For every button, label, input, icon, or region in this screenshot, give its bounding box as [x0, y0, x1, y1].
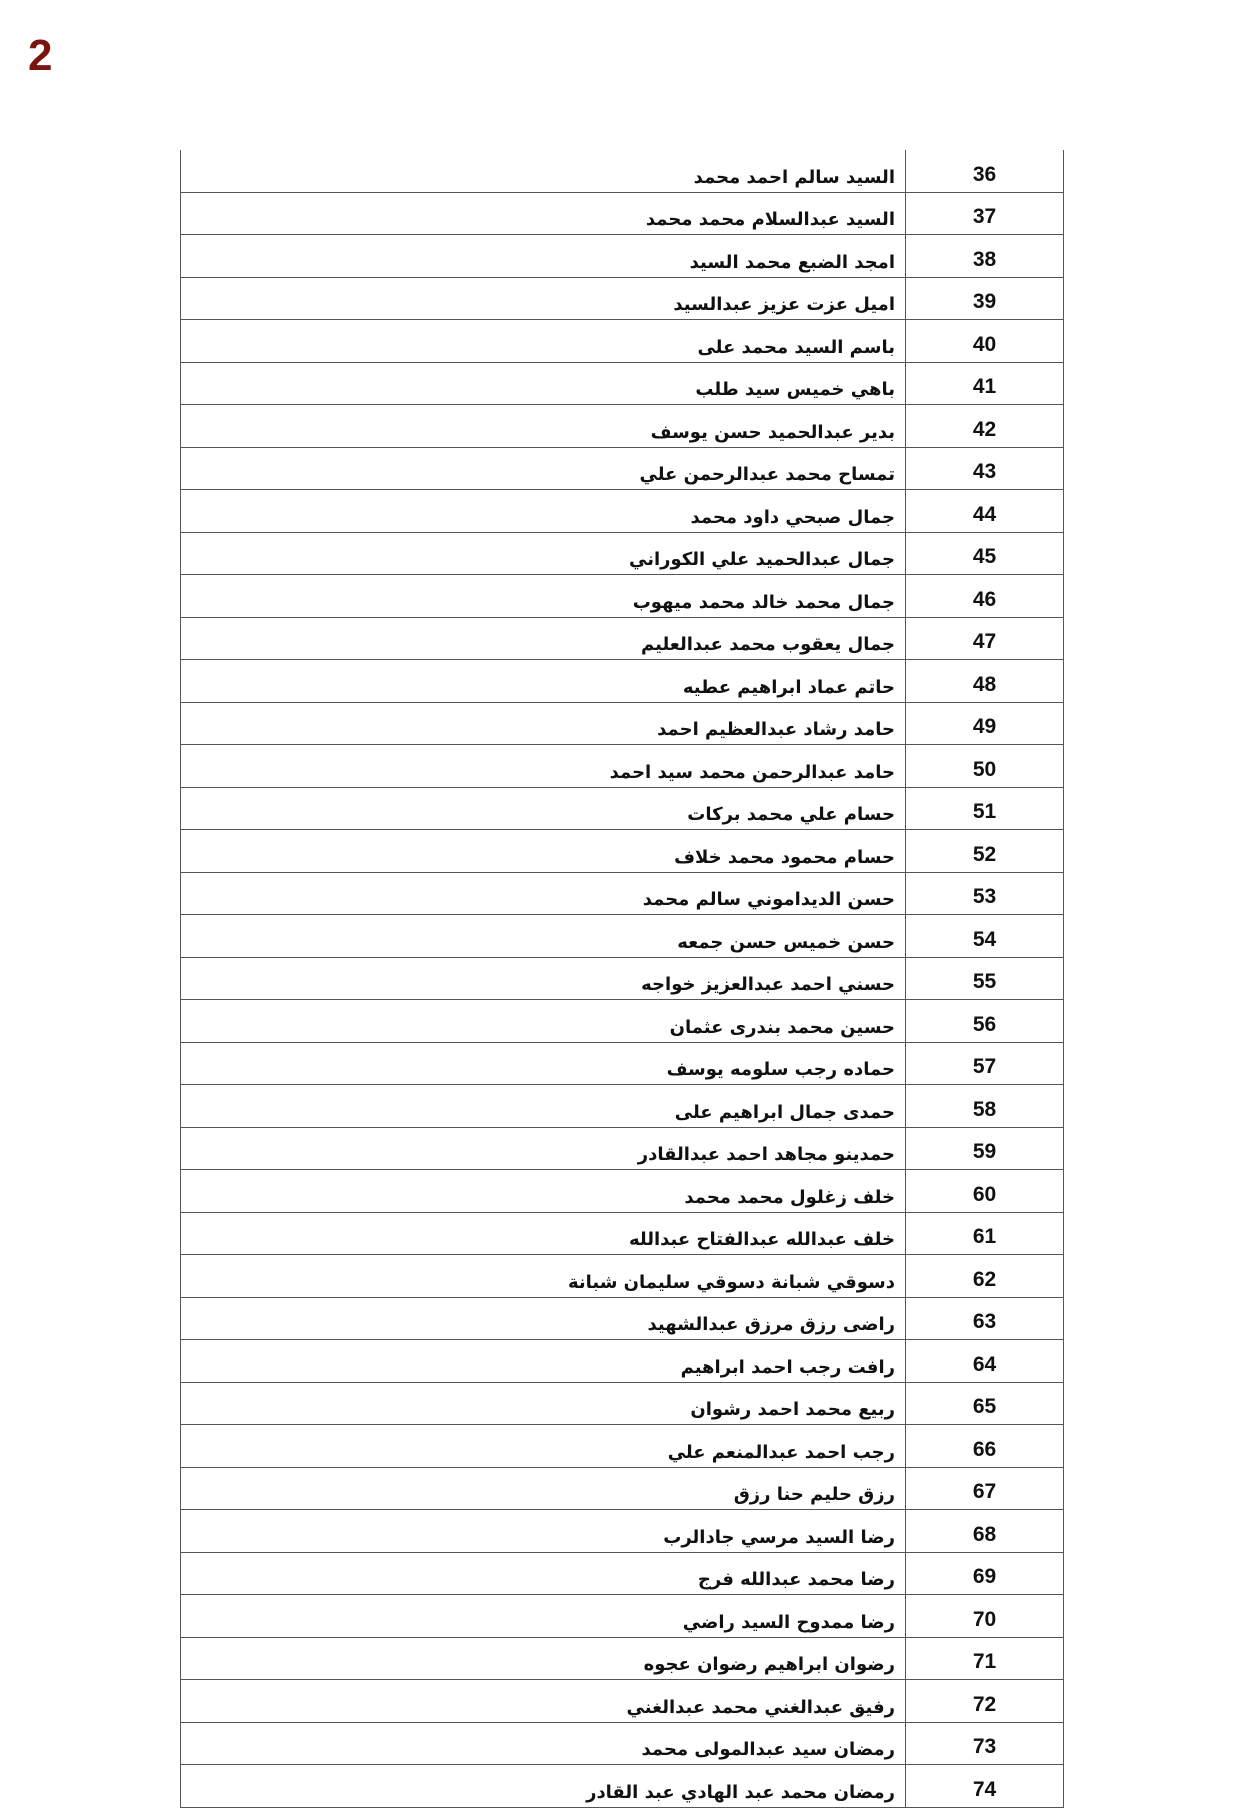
- row-number: 68: [906, 1510, 1064, 1553]
- row-name: جمال عبدالحميد علي الكوراني: [181, 532, 906, 575]
- table-row: [181, 1000, 1064, 1043]
- table-row: [181, 830, 1064, 873]
- row-name: راضى رزق مرزق عبدالشهيد: [181, 1297, 906, 1340]
- table-row: [181, 1595, 1064, 1638]
- row-name: رضا السيد مرسي جادالرب: [181, 1510, 906, 1553]
- row-name: رافت رجب احمد ابراهيم: [181, 1340, 906, 1383]
- row-number: 51: [906, 787, 1064, 830]
- table-row: [181, 1085, 1064, 1128]
- row-name: جمال يعقوب محمد عبدالعليم: [181, 617, 906, 660]
- row-name: حسني احمد عبدالعزيز خواجه: [181, 957, 906, 1000]
- row-number: 36: [906, 150, 1064, 192]
- row-number: 49: [906, 702, 1064, 745]
- table-row: [181, 490, 1064, 533]
- table-row: [181, 957, 1064, 1000]
- row-number: 73: [906, 1722, 1064, 1765]
- table-row: [181, 1170, 1064, 1213]
- row-name: السيد سالم احمد محمد: [181, 150, 906, 192]
- row-name: باسم السيد محمد على: [181, 320, 906, 363]
- table-row: [181, 787, 1064, 830]
- row-number: 74: [906, 1765, 1064, 1808]
- row-number: 39: [906, 277, 1064, 320]
- row-number: 57: [906, 1042, 1064, 1085]
- row-number: 61: [906, 1212, 1064, 1255]
- row-number: 47: [906, 617, 1064, 660]
- row-number: 37: [906, 192, 1064, 235]
- row-number: 38: [906, 235, 1064, 278]
- row-name: رضا ممدوح السيد راضي: [181, 1595, 906, 1638]
- table-row: [181, 1340, 1064, 1383]
- row-name: رضوان ابراهيم رضوان عجوه: [181, 1637, 906, 1680]
- row-name: ربيع محمد احمد رشوان: [181, 1382, 906, 1425]
- names-table: [180, 150, 1064, 1808]
- table-row: [181, 362, 1064, 405]
- row-name: حسن خميس حسن جمعه: [181, 915, 906, 958]
- table-row: [181, 1255, 1064, 1298]
- row-number: 62: [906, 1255, 1064, 1298]
- row-number: 69: [906, 1552, 1064, 1595]
- row-name: حمدينو مجاهد احمد عبدالقادر: [181, 1127, 906, 1170]
- row-name: حامد عبدالرحمن محمد سيد احمد: [181, 745, 906, 788]
- row-number: 72: [906, 1680, 1064, 1723]
- row-number: 40: [906, 320, 1064, 363]
- row-name: حامد رشاد عبدالعظيم احمد: [181, 702, 906, 745]
- row-name: السيد عبدالسلام محمد محمد: [181, 192, 906, 235]
- row-name: حمدى جمال ابراهيم على: [181, 1085, 906, 1128]
- row-name: رجب احمد عبدالمنعم علي: [181, 1425, 906, 1468]
- table-row: [181, 745, 1064, 788]
- table-row: [181, 277, 1064, 320]
- table-row: [181, 192, 1064, 235]
- table-row: [181, 872, 1064, 915]
- table-row: [181, 1212, 1064, 1255]
- table-row: [181, 1552, 1064, 1595]
- table-row: [181, 1680, 1064, 1723]
- table-row: [181, 1722, 1064, 1765]
- row-number: 41: [906, 362, 1064, 405]
- row-number: 71: [906, 1637, 1064, 1680]
- row-name: بدير عبدالحميد حسن يوسف: [181, 405, 906, 448]
- table-row: [181, 1425, 1064, 1468]
- row-name: خلف عبدالله عبدالفتاح عبدالله: [181, 1212, 906, 1255]
- table-row: [181, 617, 1064, 660]
- row-name: رزق حليم حنا رزق: [181, 1467, 906, 1510]
- row-name: رمضان محمد عبد الهادي عبد القادر: [181, 1765, 906, 1808]
- row-number: 54: [906, 915, 1064, 958]
- row-number: 43: [906, 447, 1064, 490]
- table-row: [181, 320, 1064, 363]
- table-row: [181, 702, 1064, 745]
- table-row: [181, 1467, 1064, 1510]
- row-name: جمال محمد خالد محمد ميهوب: [181, 575, 906, 618]
- row-name: حاتم عماد ابراهيم عطيه: [181, 660, 906, 703]
- row-number: 45: [906, 532, 1064, 575]
- table-row: [181, 1765, 1064, 1808]
- row-name: حسين محمد بندرى عثمان: [181, 1000, 906, 1043]
- row-name: رمضان سيد عبدالمولى محمد: [181, 1722, 906, 1765]
- page-number: 2: [28, 31, 53, 80]
- row-name: تمساح محمد عبدالرحمن علي: [181, 447, 906, 490]
- row-name: رضا محمد عبدالله فرج: [181, 1552, 906, 1595]
- table-row: [181, 1297, 1064, 1340]
- table-row: [181, 1510, 1064, 1553]
- row-number: 55: [906, 957, 1064, 1000]
- row-number: 53: [906, 872, 1064, 915]
- names-table-body: [181, 150, 1064, 1807]
- table-row: [181, 915, 1064, 958]
- row-name: جمال صبحي داود محمد: [181, 490, 906, 533]
- table-row: [181, 660, 1064, 703]
- row-number: 52: [906, 830, 1064, 873]
- row-number: 65: [906, 1382, 1064, 1425]
- row-number: 50: [906, 745, 1064, 788]
- row-name: دسوقي شبانة دسوقي سليمان شبانة: [181, 1255, 906, 1298]
- row-number: 44: [906, 490, 1064, 533]
- row-number: 59: [906, 1127, 1064, 1170]
- row-name: باهي خميس سيد طلب: [181, 362, 906, 405]
- row-number: 64: [906, 1340, 1064, 1383]
- row-number: 46: [906, 575, 1064, 618]
- row-name: رفيق عبدالغني محمد عبدالغني: [181, 1680, 906, 1723]
- row-number: 60: [906, 1170, 1064, 1213]
- row-name: امجد الضبع محمد السيد: [181, 235, 906, 278]
- row-number: 58: [906, 1085, 1064, 1128]
- row-number: 42: [906, 405, 1064, 448]
- table-row: [181, 1637, 1064, 1680]
- table-row: [181, 1382, 1064, 1425]
- row-name: خلف زغلول محمد محمد: [181, 1170, 906, 1213]
- row-number: 66: [906, 1425, 1064, 1468]
- table-row: [181, 1127, 1064, 1170]
- row-number: 56: [906, 1000, 1064, 1043]
- table-row: [181, 1042, 1064, 1085]
- row-number: 48: [906, 660, 1064, 703]
- table-row: [181, 575, 1064, 618]
- row-name: حسام علي محمد بركات: [181, 787, 906, 830]
- row-number: 70: [906, 1595, 1064, 1638]
- row-name: حسن الديداموني سالم محمد: [181, 872, 906, 915]
- row-name: حسام محمود محمد خلاف: [181, 830, 906, 873]
- table-row: [181, 447, 1064, 490]
- row-number: 63: [906, 1297, 1064, 1340]
- table-row: [181, 532, 1064, 575]
- table-row: [181, 235, 1064, 278]
- table-row: [181, 150, 1064, 192]
- table-row: [181, 405, 1064, 448]
- row-name: حماده رجب سلومه يوسف: [181, 1042, 906, 1085]
- row-name: اميل عزت عزيز عبدالسيد: [181, 277, 906, 320]
- row-number: 67: [906, 1467, 1064, 1510]
